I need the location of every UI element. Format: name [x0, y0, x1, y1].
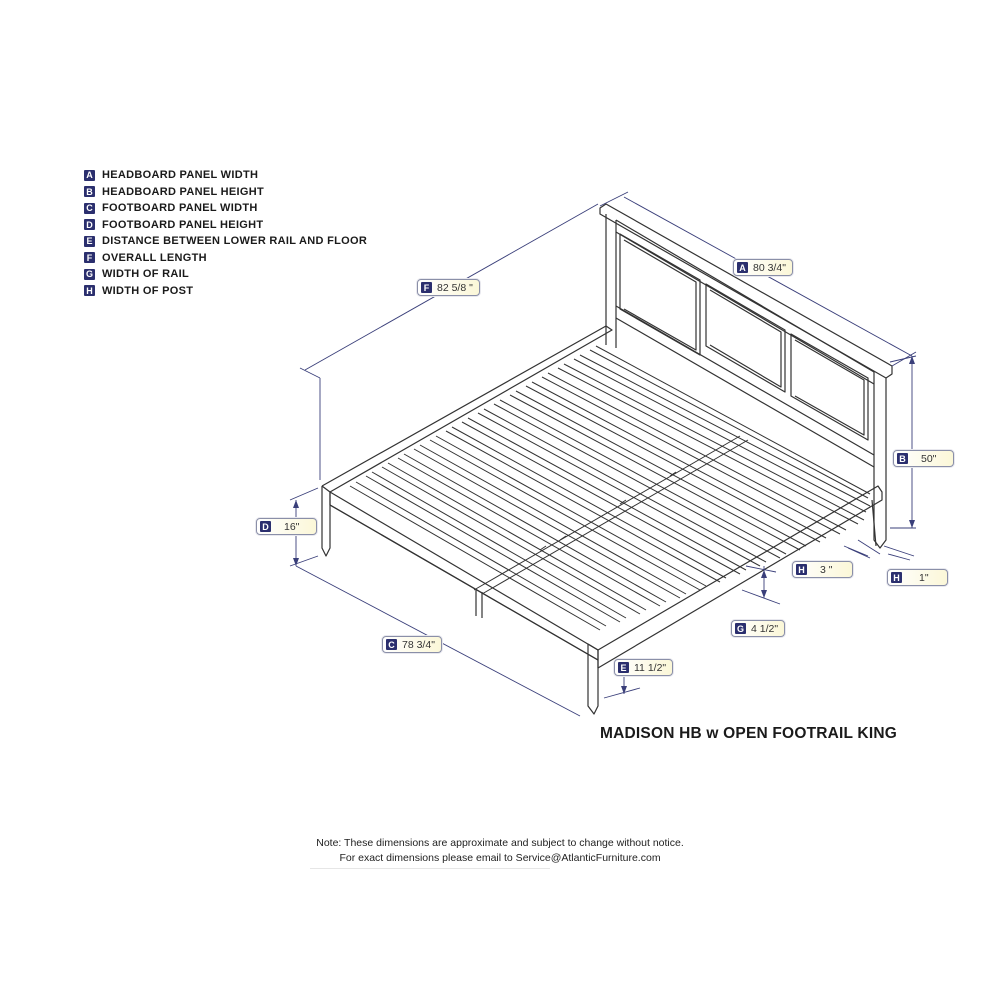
dim-value-h: 1": [919, 571, 929, 584]
dim-value-a: 80 3/4": [753, 261, 786, 274]
dim-key-h: H: [796, 564, 807, 575]
legend-key-a: A: [84, 170, 95, 181]
dim-key-c: C: [386, 639, 397, 650]
legend-key-c: C: [84, 203, 95, 214]
dim-value-c: 78 3/4": [402, 638, 435, 651]
legend-label: FOOTBOARD PANEL WIDTH: [102, 202, 258, 215]
dim-key-h: H: [891, 572, 902, 583]
legend-label: FOOTBOARD PANEL HEIGHT: [102, 218, 264, 231]
dimension-label-h-post-3: [792, 561, 853, 578]
legend-key-b: B: [84, 186, 95, 197]
legend-key-h: H: [84, 285, 95, 296]
dimension-label-g: [731, 620, 785, 637]
dim-key-a: A: [737, 262, 748, 273]
dim-value-f: 82 5/8 ": [437, 281, 473, 294]
legend-key-e: E: [84, 236, 95, 247]
dim-value-h: 3 ": [820, 563, 833, 576]
dimension-label-a: [733, 259, 793, 276]
legend-key-g: G: [85, 269, 93, 280]
dim-value-d: 16": [284, 520, 300, 533]
dimension-label-e: [614, 659, 673, 676]
legend-label: WIDTH OF POST: [102, 284, 194, 297]
headboard-cap: [600, 204, 892, 378]
legend-key-d: D: [84, 219, 95, 230]
footrail: [322, 486, 598, 660]
dim-value-e: 11 1/2": [634, 661, 667, 674]
bed-slats: [350, 346, 870, 630]
dimension-label-h-post-1: [887, 569, 948, 586]
legend-key-f: F: [84, 252, 95, 263]
legend-label: HEADBOARD PANEL WIDTH: [102, 169, 259, 182]
headboard-left-post: [606, 214, 616, 348]
product-title: MADISON HB w OPEN FOOTRAIL KING: [600, 725, 897, 742]
legend-label: HEADBOARD PANEL HEIGHT: [102, 185, 265, 198]
dimension-label-c: [382, 636, 442, 653]
dim-key-e: E: [618, 662, 629, 673]
note-line-2: For exact dimensions please email to Service@AtlanticFurniture.com: [339, 852, 661, 864]
dimension-label-b: [893, 450, 954, 467]
legend-label: OVERALL LENGTH: [102, 251, 207, 264]
dim-value-b: 50": [921, 452, 937, 465]
legend-label: DISTANCE BETWEEN LOWER RAIL AND FLOOR: [102, 235, 368, 248]
headboard-right-post: [874, 372, 886, 548]
disclaimer-note: [300, 836, 700, 866]
dim-value-g: 4 1/2": [751, 622, 779, 635]
dim-key-f: F: [421, 282, 432, 293]
dimension-label-f: [417, 279, 480, 296]
note-divider: [310, 868, 550, 869]
dim-key-g: G: [736, 623, 744, 634]
dim-key-b: B: [897, 453, 908, 464]
dim-key-d: D: [260, 521, 271, 532]
dimension-label-d: [256, 518, 317, 535]
legend-label: WIDTH OF RAIL: [102, 268, 189, 281]
footboard-left-post: [322, 486, 330, 556]
note-line-1: Note: These dimensions are approximate and subject to change without notice.: [316, 837, 684, 849]
